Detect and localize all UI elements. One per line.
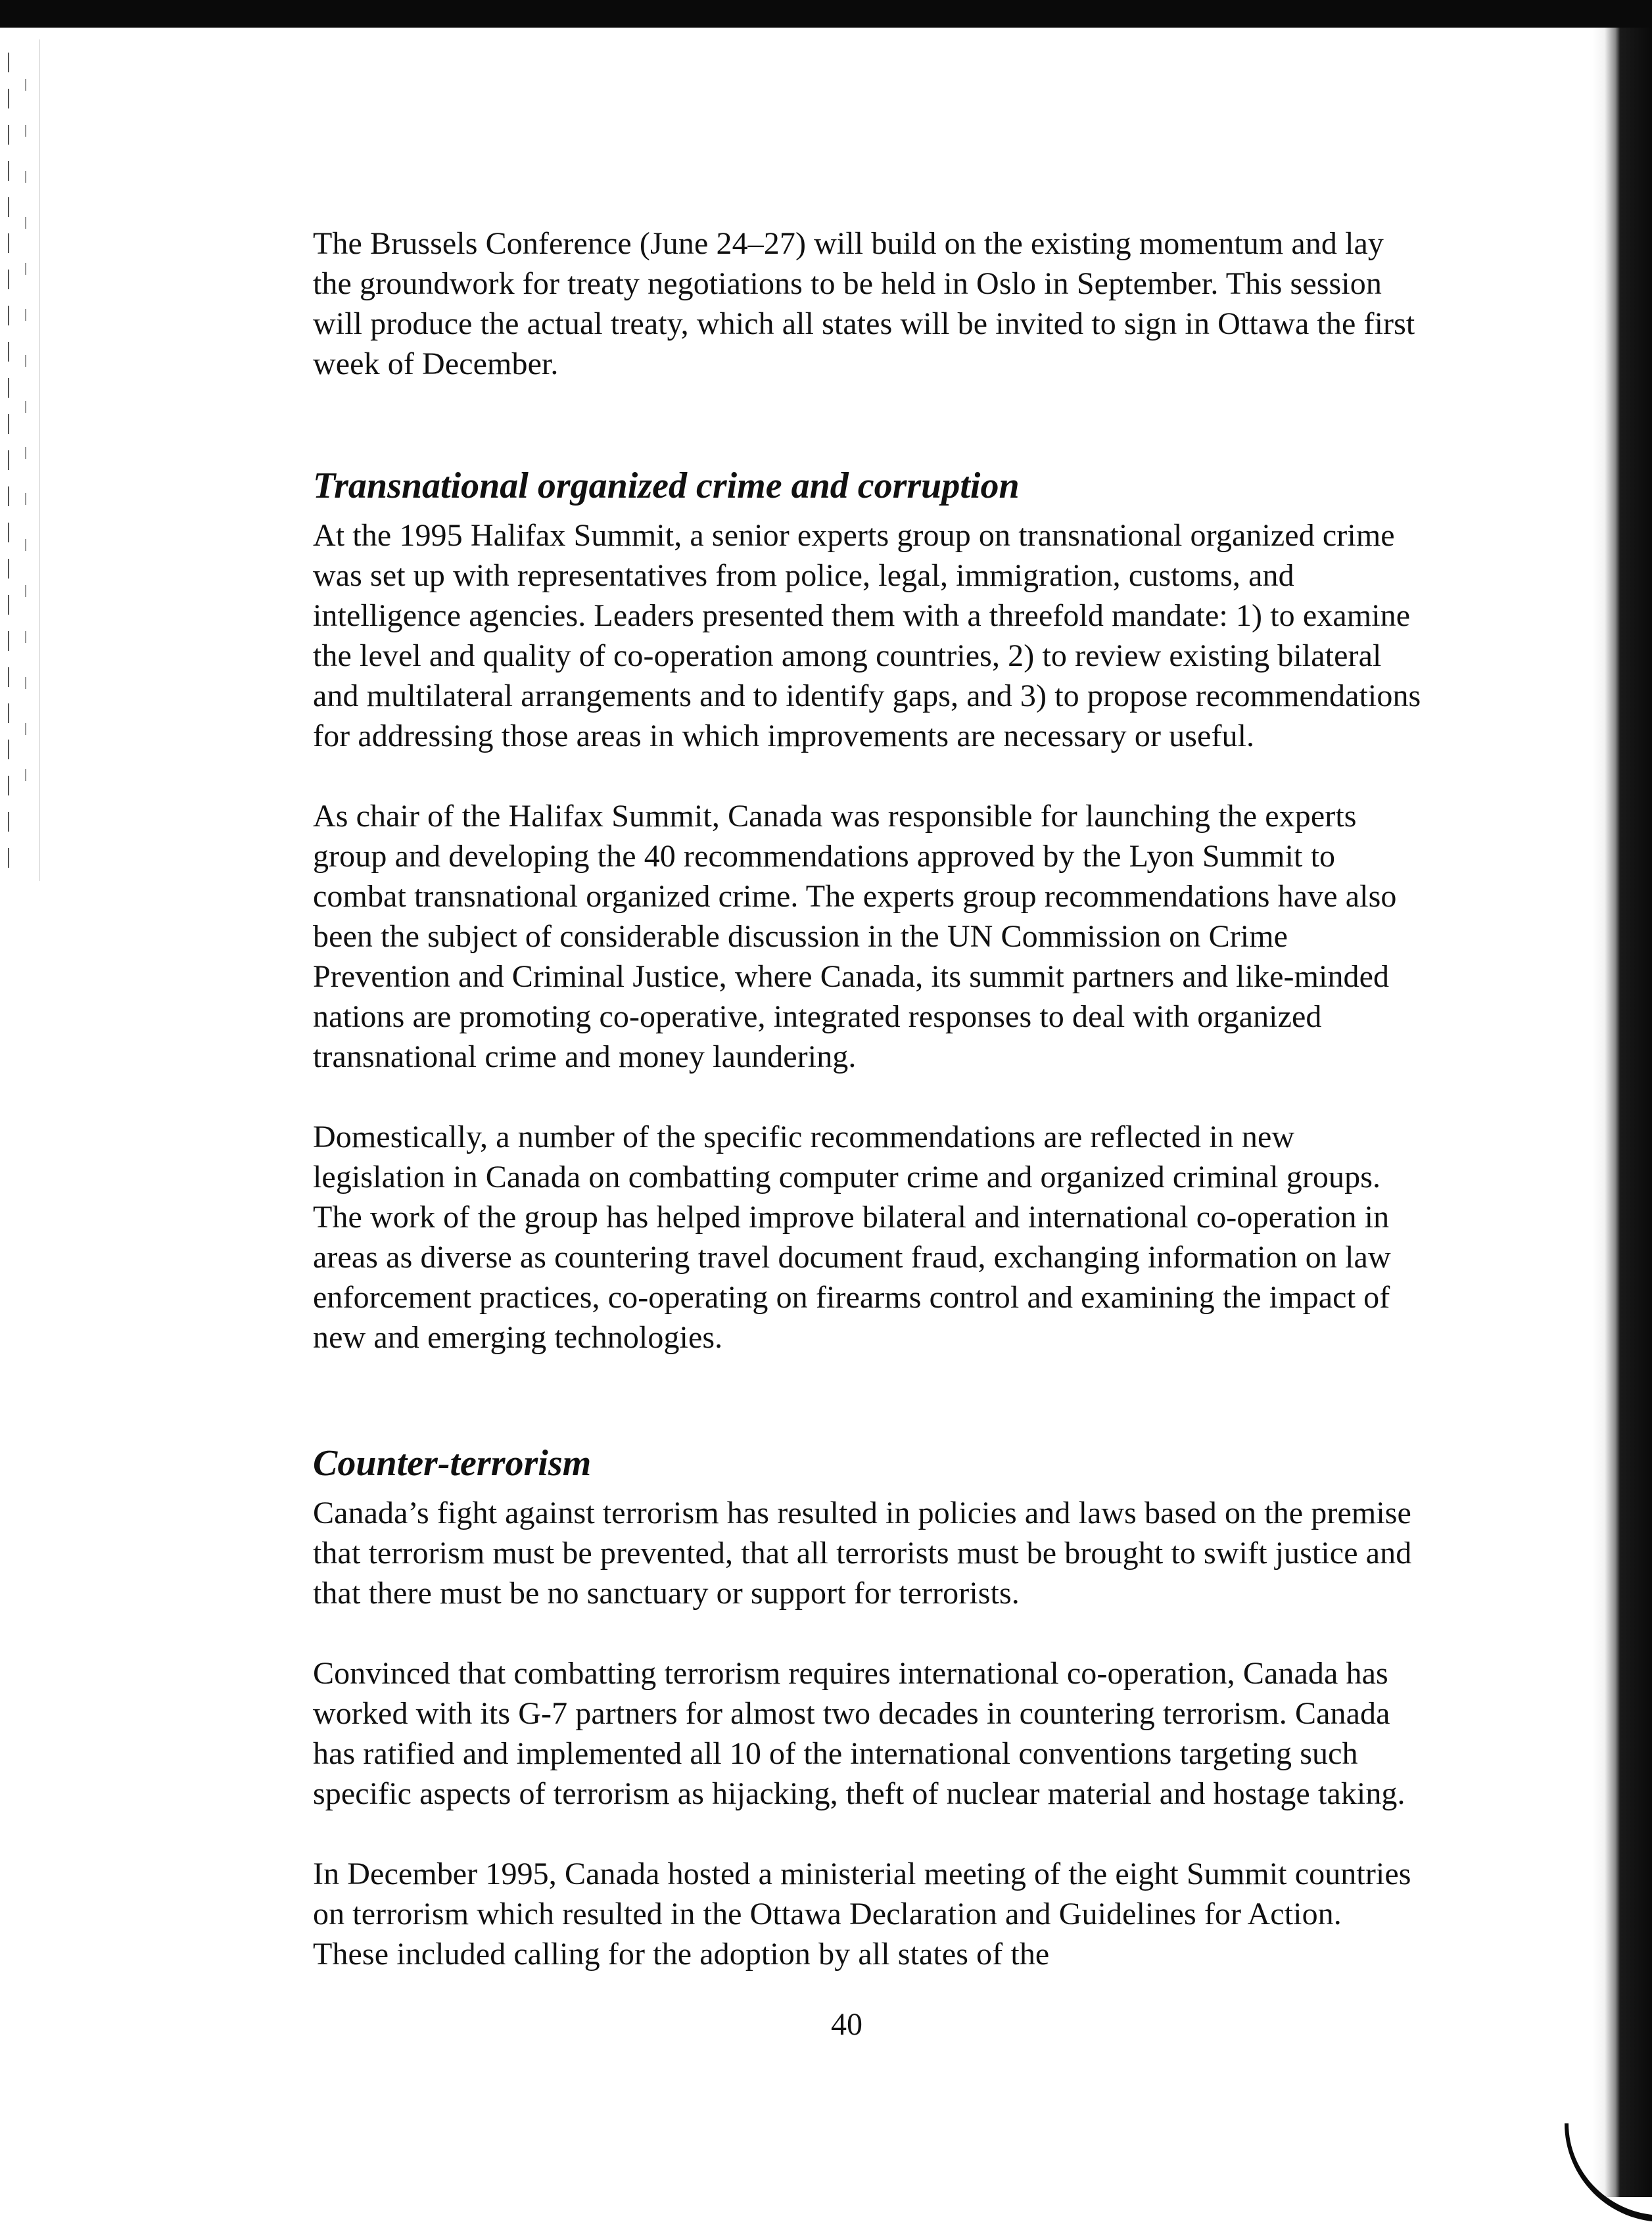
page-number: 40: [831, 2007, 862, 2042]
paragraph: Convinced that combatting terrorism requires international co-operation, Canada has worked with its G-7 partners for almost two decades in countering terrorism. Canada has ratified and implemented all 10 of the international conventions targeting such specific aspects of terrorism as hijacking, theft of nuclear material and hostage taking.: [313, 1656, 1405, 1811]
paragraph: In December 1995, Canada hosted a ministerial meeting of the eight Summit countries on terrorism which resulted in the Ottawa Declaration and Guidelines for Action. These included calling for the adoption by all states of the: [313, 1856, 1411, 1972]
scan-left-binding-edge: [0, 39, 40, 881]
scan-page-curl: [1565, 2123, 1652, 2222]
scan-right-page-edge: [1593, 28, 1652, 2197]
paragraph: At the 1995 Halifax Summit, a senior experts group on transnational organized crime was set up with representatives from police, legal, immigration, customs, and intelligence agencies. Leaders presented them with a threefold mandate: 1) to examine the level and quality of co-operation among countries, 2) to review existing bilateral and multilateral arrangements and to identify gaps, and 3) to propose recommendations for addressing those areas in which improvements are necessary or useful.: [313, 518, 1421, 753]
section-counter-terrorism: [313, 1440, 1424, 1974]
section-heading: Counter-terrorism: [313, 1443, 592, 1484]
intro-paragraph: The Brussels Conference (June 24–27) will build on the existing momentum and lay the groundwork for treaty negotiations to be held in Oslo in September. This session will produce the actual treaty, which all states will be invited to sign in Ottawa the first week of December.: [313, 226, 1415, 381]
section-heading: Transnational organized crime and corruption: [313, 465, 1020, 506]
paragraph: Canada’s fight against terrorism has resulted in policies and laws based on the premise that terrorism must be prevented, that all terrorists must be brought to swift justice and that there must be no sanctuary or support for terrorists.: [313, 1496, 1412, 1611]
paragraph: As chair of the Halifax Summit, Canada was responsible for launching the experts group and developing the 40 recommendations approved by the Lyon Summit to combat transnational organized crime. The experts group recommendations have also been the subject of considerable discussion in the UN Commission on Crime Prevention and Criminal Justice, where Canada, its summit partners and like-minded nations are promoting co-operative, integrated responses to deal with organized transnational crime and money laundering.: [313, 799, 1397, 1074]
section-transnational-crime: [313, 463, 1424, 1358]
scan-top-border: [0, 0, 1652, 28]
paragraph: Domestically, a number of the specific recommendations are reflected in new legislation in Canada on combatting computer crime and organized criminal groups. The work of the group has helped improve bilateral and international co-operation in areas as diverse as countering travel document fraud, exchanging information on law enforcement practices, co-operating on firearms control and examining the impact of new and emerging technologies.: [313, 1120, 1391, 1355]
document-body: [313, 224, 1424, 1974]
